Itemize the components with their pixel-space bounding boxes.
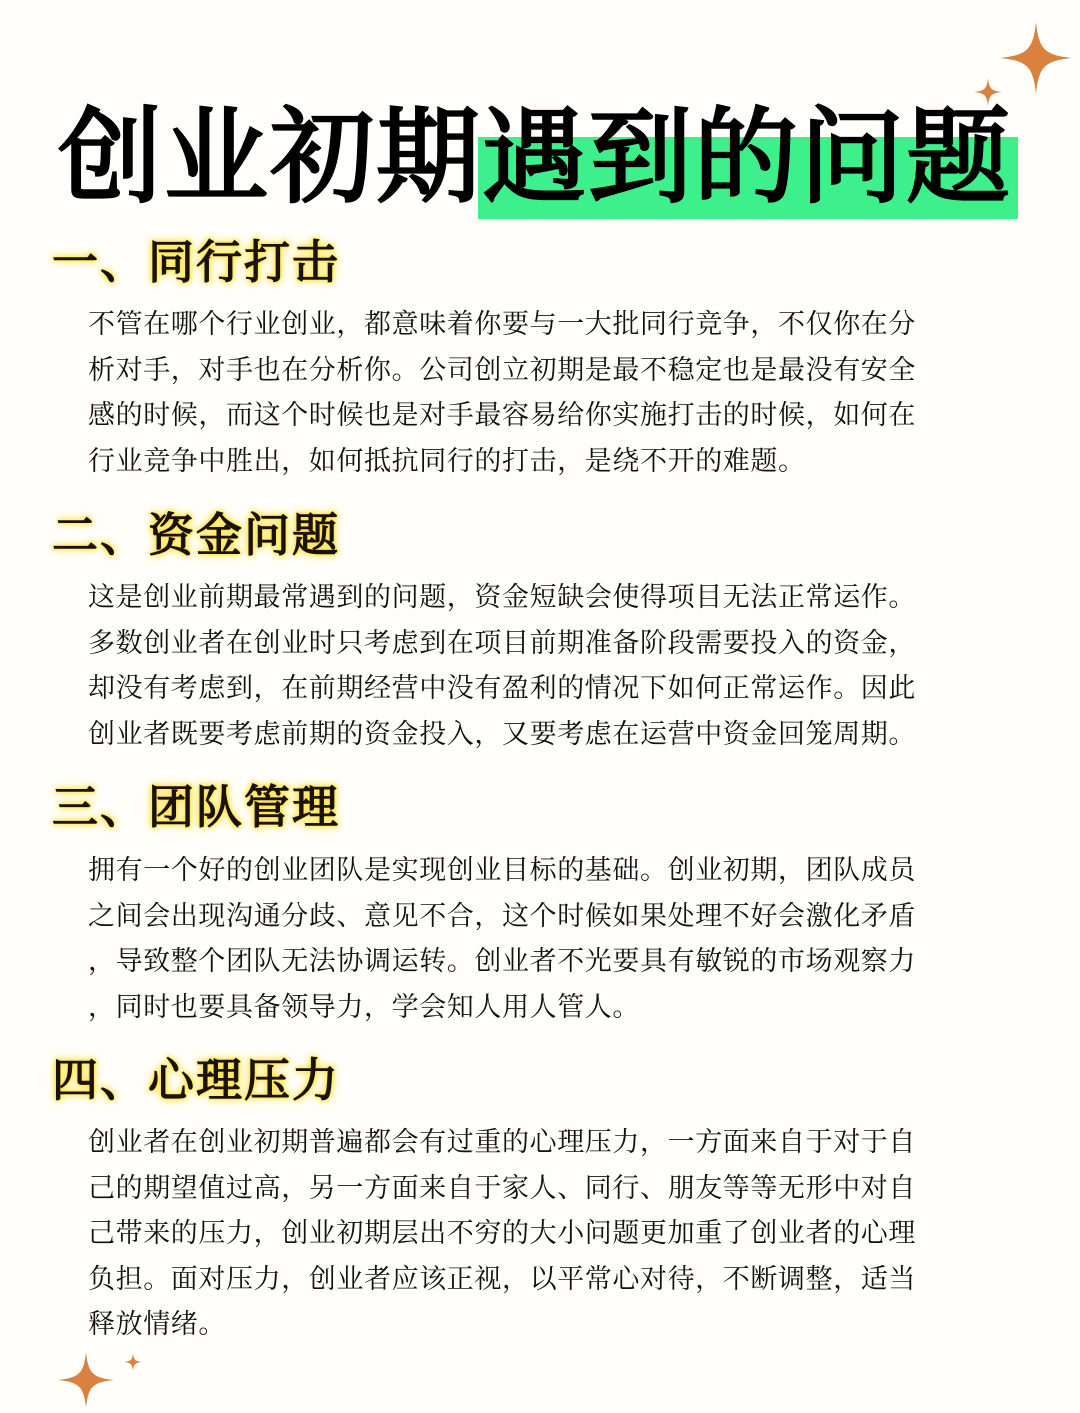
body-line: 却没有考虑到，在前期经营中没有盈利的情况下如何正常运作。因此: [88, 673, 916, 704]
body-line: 创业者既要考虑前期的资金投入，又要考虑在运营中资金回笼周期。: [88, 718, 916, 750]
section-heading-3: 三、团队管理: [52, 780, 340, 834]
body-line: 之间会出现沟通分歧、意见不合，这个时候如果处理不好会激化矛盾: [88, 900, 916, 932]
section-heading-1: 一、同行打击: [52, 235, 340, 289]
section-body-3: [88, 848, 1018, 1030]
body-line: ，导致整个团队无法协调运转。创业者不光要具有敏锐的市场观察力: [88, 946, 916, 977]
body-line: 行业竞争中胜出，如何抵抗同行的打击，是绕不开的难题。: [88, 445, 806, 477]
section-heading-4: 四、心理压力: [52, 1053, 340, 1107]
body-line: ，同时也要具备领导力，学会知人用人管人。: [88, 991, 640, 1023]
body-line: 这是创业前期最常遇到的问题，资金短缺会使得项目无法正常运作。: [88, 582, 916, 613]
body-line: 不管在哪个行业创业，都意味着你要与一大批同行竞争，不仅你在分: [88, 309, 916, 340]
section-body-1: [88, 302, 1018, 484]
body-line: 感的时候，而这个时候也是对手最容易给你实施打击的时候，如何在: [88, 400, 916, 431]
body-line: 多数创业者在创业时只考虑到在项目前期准备阶段需要投入的资金，: [88, 627, 916, 659]
page-title-plain: 创业初期: [58, 96, 483, 218]
body-line: 析对手，对手也在分析你。公司创立初期是最不稳定也是最没有安全: [88, 354, 916, 386]
body-line: 负担。面对压力，创业者应该正视，以平常心对待，不断调整，适当: [88, 1263, 916, 1295]
page-title: [58, 95, 1038, 218]
sparkle-icon-large-bottom-left: [58, 1352, 114, 1408]
sparkle-icon-large-top-right: [1000, 22, 1072, 94]
section-heading-2: 二、资金问题: [52, 508, 340, 562]
body-line: 己的期望值过高，另一方面来自于家人、同行、朋友等等无形中对自: [88, 1172, 916, 1204]
body-line: 创业者在创业初期普遍都会有过重的心理压力，一方面来自于对于自: [88, 1127, 916, 1158]
body-line: 拥有一个好的创业团队是实现创业目标的基础。创业初期，团队成员: [88, 855, 916, 886]
page-title-highlight: 遇到的问题: [482, 96, 1013, 218]
section-body-4: [88, 1120, 1018, 1348]
sparkle-icon-small-bottom-left: [124, 1353, 142, 1371]
section-body-2: [88, 575, 1018, 757]
body-line: 释放情绪。: [88, 1309, 226, 1340]
body-line: 己带来的压力，创业初期层出不穷的大小问题更加重了创业者的心理: [88, 1218, 916, 1249]
